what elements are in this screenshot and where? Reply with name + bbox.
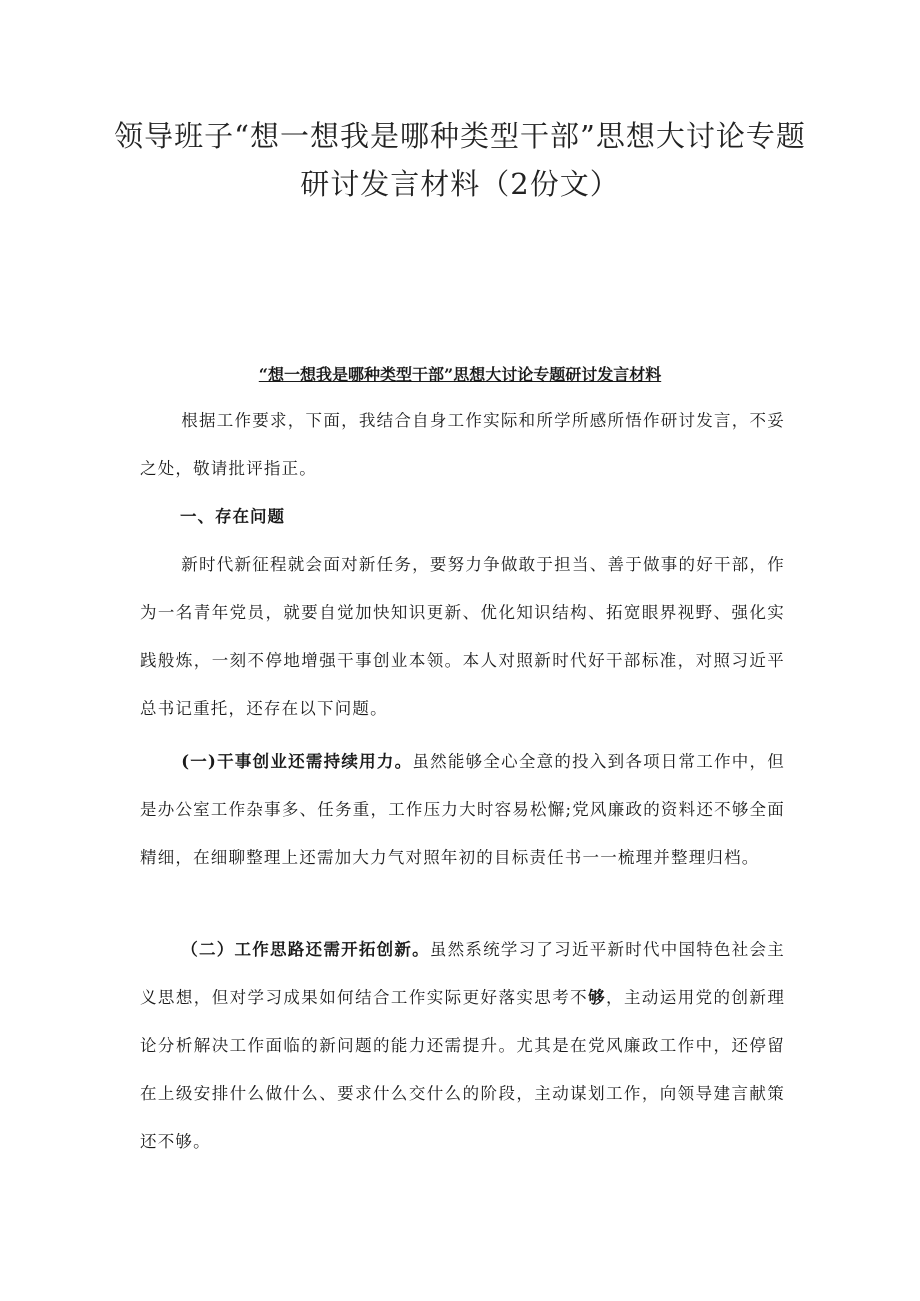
page-title: 领导班子“想一想我是哪种类型干部”思想大讨论专题研讨发言材料（2份文） — [114, 119, 806, 201]
item-2-text-a: 虽然系统学习了习近平新时代中国特色社会主义思想，但对学习成果如何结合工作实际更好落实思考不 — [140, 940, 785, 1007]
item-2-text-b: ，主动运用党的创新理论分析解决工作面临的新问题的能力还需提升。尤其是在党风廉政工作中，还停留在上级安排什么做什么、要求什么交什么的阶段，主动谋划工作，向领导建言献策还不够。 — [140, 988, 786, 1151]
problems-paragraph: 新时代新征程就会面对新任务，要努力争做敢于担当、善于做事的好干部，作为一名青年党员，就要自觉加快知识更新、优化知识结构、拓宽眼界视野、强化实践般炼，一刻不停地增强干事创业本领。本人对照新时代好干部标准，对照习近平总书记重托，还存在以下问题。 — [140, 555, 785, 718]
item-1-lead: (一)干事创业还需持续用力。 — [181, 752, 413, 771]
item-2-lead: （二）工作思路还需开拓创新。 — [181, 940, 430, 959]
item-1-paragraph — [140, 738, 785, 882]
section-title: “想一想我是哪种类型干部”思想大讨论专题研讨发言材料 — [258, 365, 662, 384]
intro-paragraph: 根据工作要求，下面，我结合自身工作实际和所学所感所悟作研讨发言，不妥之处，敬请批评指正。 — [140, 411, 785, 478]
item-2-bold-char: 够 — [588, 988, 607, 1007]
item-2-paragraph — [140, 926, 785, 1166]
heading-existing-problems: 一、存在问题 — [180, 507, 285, 526]
item-1-text: 虽然能够全心全意的投入到各项日常工作中，但是办公室工作杂事多、任务重，工作压力大时容易松懈;党风廉政的资料还不够全面精细，在细聊整理上还需加大力气对照年初的目标责任书一一梳理并整理归档。 — [140, 752, 785, 867]
